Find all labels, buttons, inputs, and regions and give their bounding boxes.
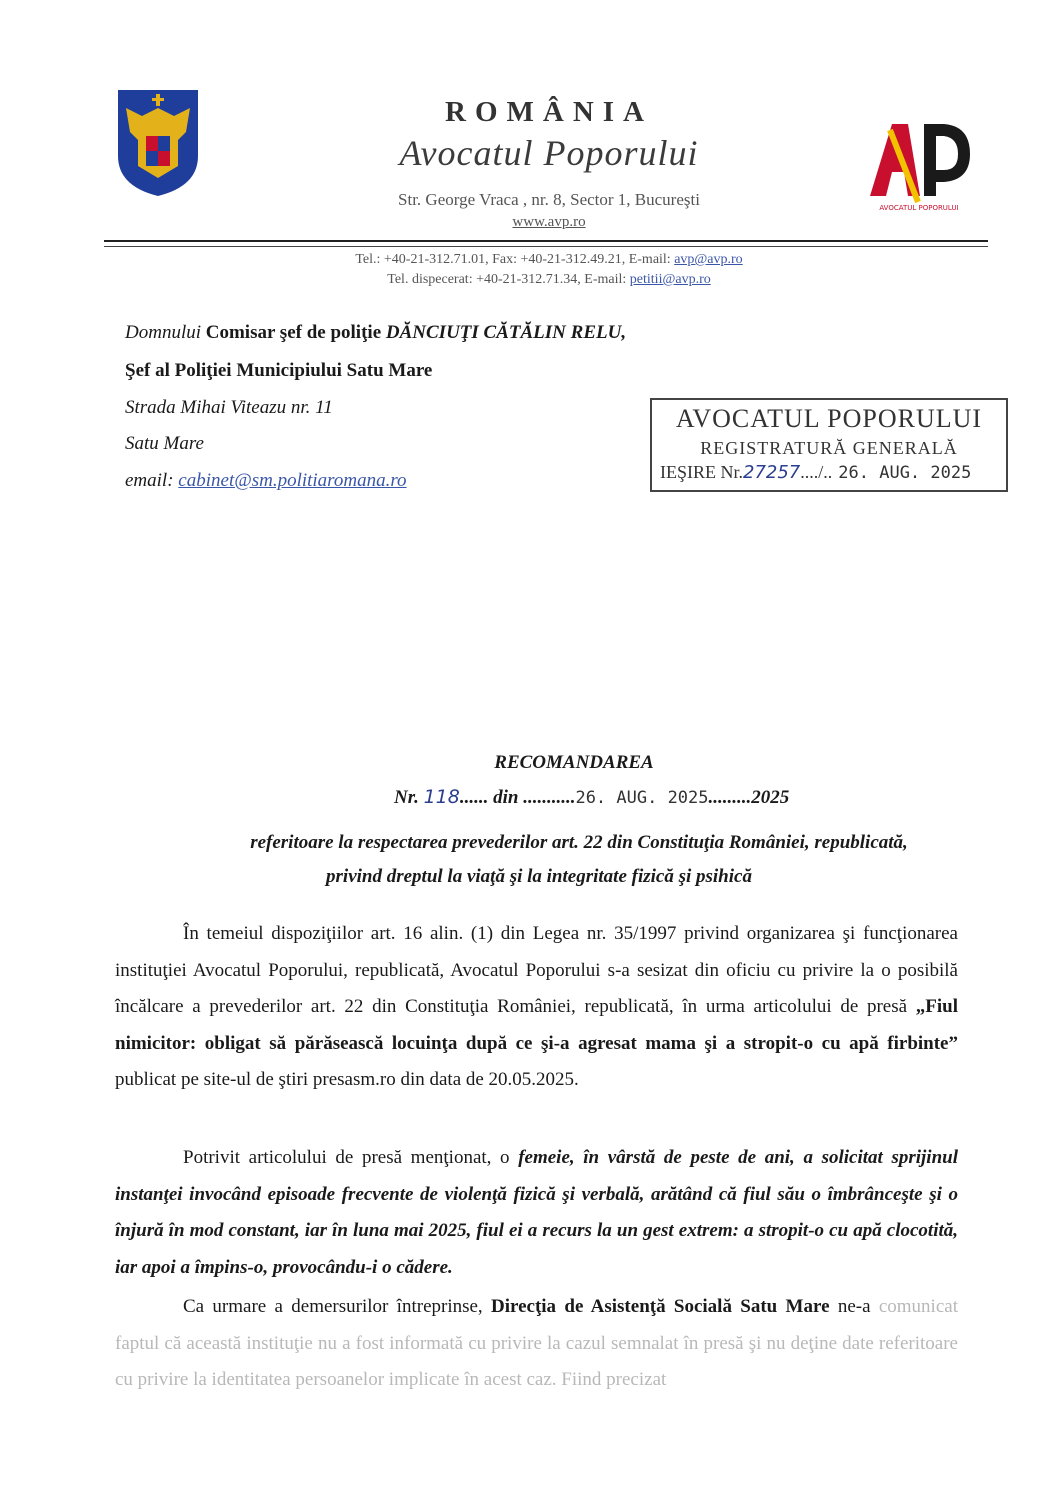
contact-line-1: Tel.: +40-21-312.71.01, Fax: +40-21-312.49.21, E-mail: avp@avp.ro: [355, 252, 743, 267]
ap-logo-text: AVOCATUL POPORULUI: [879, 204, 959, 212]
recommendation-number: 118: [423, 786, 460, 808]
body-paragraph-1: În temeiul dispoziţiilor art. 16 alin. (1) din Legea nr. 35/1997 privind organizarea şi funcţionarea instituţiei Avocatul Poporului, republicată, Avocatul Poporului s-a sesizat din oficiu cu privire la o posibilă încălcare a prevederilor art. 22 din Constituţia României, republicată, în urma articolului de presă „Fiul nimicitor: obligat să părăsească locuinţa după ce şi-a agresat mama şi a stropit-o cu apă firbinte” publicat pe site-ul de ştiri presasm.ro din data de 20.05.2025.: [115, 923, 958, 1090]
header-divider: [104, 240, 988, 242]
ap-logo-emblem: [860, 110, 978, 214]
recommendation-title: RECOMANDAREA: [494, 752, 654, 773]
addressee-line-2: Şef al Poliţiei Municipiului Satu Mare: [125, 360, 433, 381]
addressee-email-link[interactable]: cabinet@sm.politiaromana.ro: [178, 470, 407, 491]
header-divider-thin: [104, 246, 988, 247]
header-address: Str. George Vraca , nr. 8, Sector 1, Bucureşti: [398, 190, 700, 209]
stamp-number: 27257: [743, 462, 801, 483]
recommendation-subject-line-1: referitoare la respectarea prevederilor art. 22 din Constituţia României, republicată,: [250, 832, 908, 853]
body-paragraph-2: Potrivit articolului de presă menţionat, o femeie, în vârstă de peste de ani, a solicitat sprijinul instanţei invocând episoade frecvente de violenţă fizică şi verbală, arătând că fiul său o îmbrânceşte şi o înjură în mod constant, iar în luna mai 2025, fiul ei a recurs la un gest extrem: a stropit-o cu apă clocotită, iar apoi a împins-o, provocându-i o cădere.: [115, 1147, 958, 1278]
stamp-subtitle: REGISTRATURĂ GENERALĂ: [700, 438, 958, 458]
stamp-number-line: IEŞIRE Nr.27257..../.. 26. AUG. 2025: [660, 462, 972, 483]
addressee-email: email: cabinet@sm.politiaromana.ro: [125, 470, 407, 491]
recommendation-number-line: Nr. 118...... din ...........26. AUG. 2025.........2025: [394, 786, 790, 808]
addressee-line-3: Strada Mihai Viteazu nr. 11: [125, 397, 333, 418]
stamp-date: 26. AUG. 2025: [838, 463, 972, 483]
email-link-petitii[interactable]: petitii@avp.ro: [629, 272, 711, 287]
contact-line-2: Tel. dispecerat: +40-21-312.71.34, E-mail: petitii@avp.ro: [387, 272, 711, 287]
website-link[interactable]: www.avp.ro: [512, 214, 586, 230]
email-link-avp[interactable]: avp@avp.ro: [674, 252, 743, 267]
header-website[interactable]: [0, 214, 1058, 231]
recommendation-subject-line-2: privind dreptul la viaţă şi la integritate fizică şi psihică: [326, 866, 752, 887]
registry-stamp: [650, 398, 1008, 492]
recommendation-date: 26. AUG. 2025: [575, 788, 709, 808]
body-paragraph-3: Ca urmare a demersurilor întreprinse, Direcţia de Asistenţă Socială Satu Mare ne-a comunicat faptul că această instituţie nu a fost informată cu privire la cazul semnalat în presă şi nu deţine date referitoare cu privire la identitatea persoanelor implicate în acest caz. Fiind precizat: [115, 1296, 958, 1390]
addressee-line-4: Satu Mare: [125, 433, 204, 454]
addressee-line-1: Domnului Comisar şef de poliţie DĂNCIUŢI CĂTĂLIN RELU,: [125, 322, 627, 343]
stamp-title: AVOCATUL POPORULUI: [675, 404, 983, 433]
header-subtitle: Avocatul Poporului: [399, 133, 699, 173]
header-title: ROMÂNIA: [445, 96, 653, 128]
